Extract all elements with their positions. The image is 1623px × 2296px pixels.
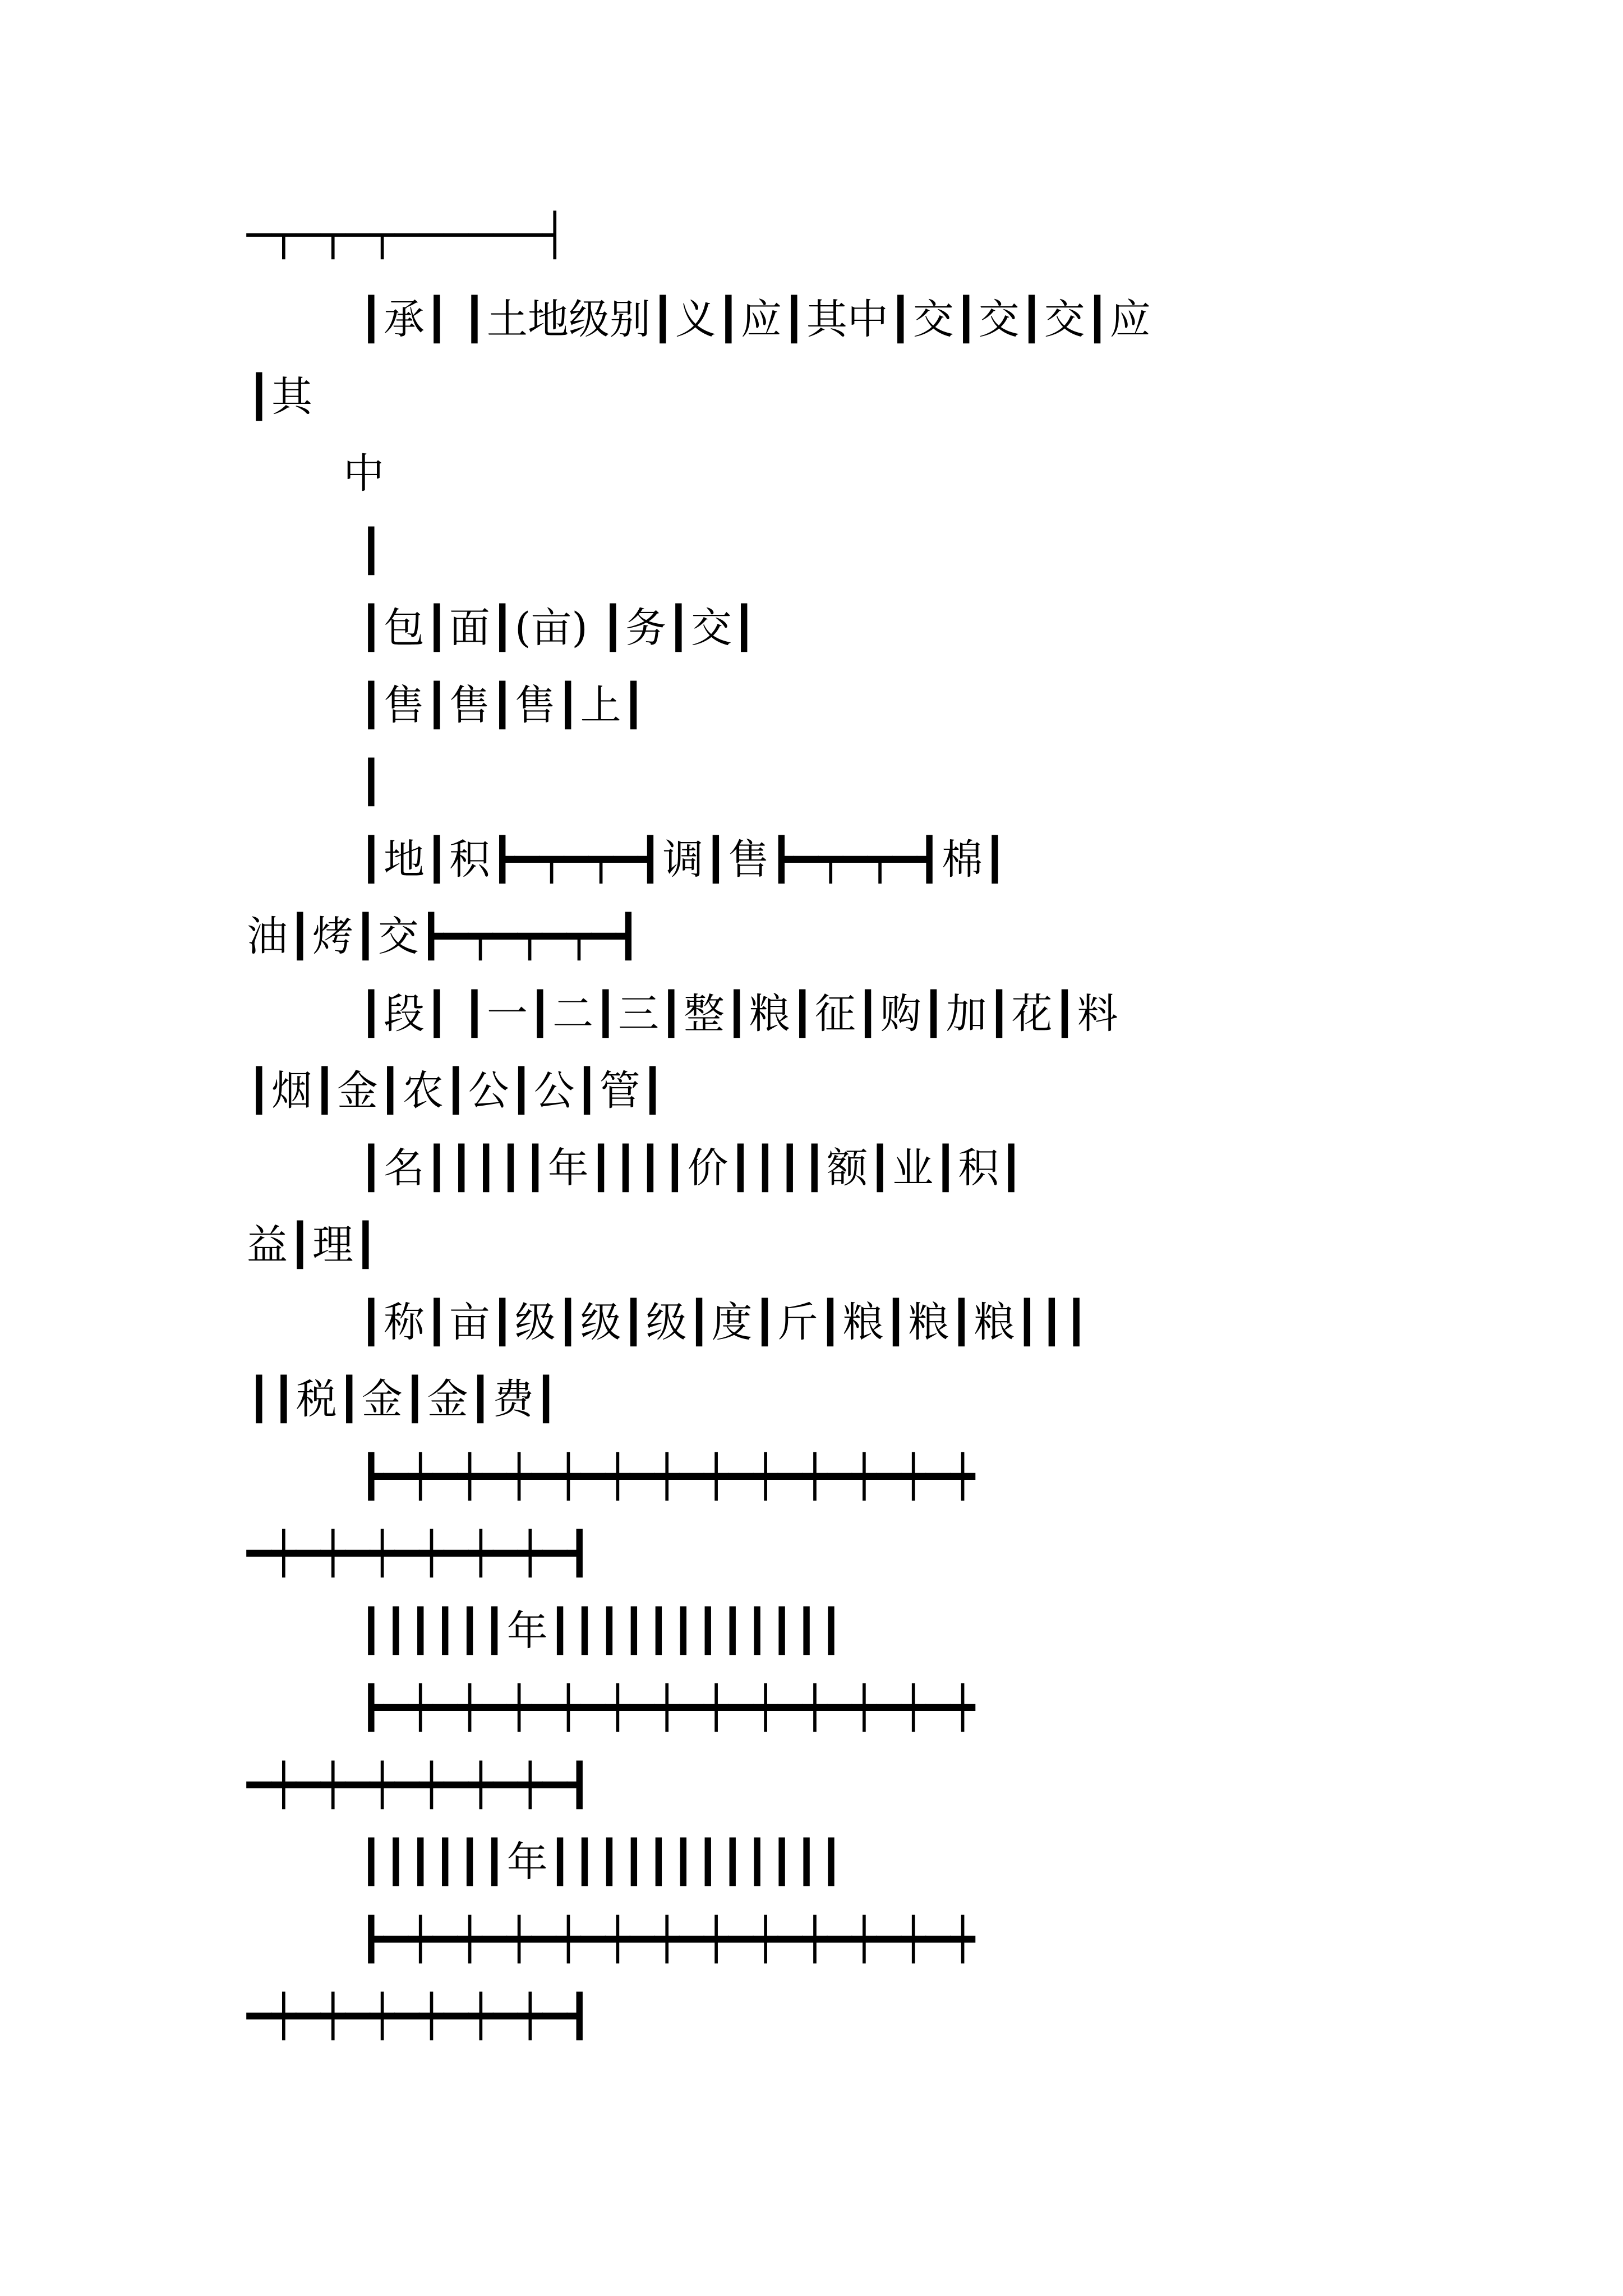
table-line-header-row-1-wrap: ┃其 [247,373,312,421]
table-line-separator-2: ┣━┿━┿━┿━┿━┿━┿━┿━┿━┿━┿━┿━┿ [359,1684,975,1732]
table-line-header-row-7-wrap: 油┃烤┃交┣━┯━┯━┯━┫ [247,913,641,960]
table-line-header-row-2: 中 [343,450,384,498]
table-line-header-row-8: ┃段┃ ┃一┃二┃三┃整┃粮┃征┃购┃加┃花┃料 [359,990,1118,1038]
table-line-header-row-1: ┃承┃ ┃土地级别┃义┃应┃其中┃交┃交┃交┃应 [359,296,1151,343]
table-line-separator-3: ┣━┿━┿━┿━┿━┿━┿━┿━┿━┿━┿━┿━┿ [359,1916,975,1963]
table-line-separator-3-wrap: ━┿━┿━┿━┿━┿━┿━┫ [247,1993,592,2040]
table-line-separator-2-wrap: ━┿━┿━┿━┿━┿━┿━┫ [247,1761,592,1809]
table-line-header-row-5: ┃售┃售┃售┃上┃ [359,682,646,729]
table-line-year-row-2: ┃┃┃┃┃┃年┃┃┃┃┃┃┃┃┃┃┃┃ [359,1838,844,1886]
table-line-header-row-3: ┃ [359,527,384,575]
table-line-header-row-4: ┃包┃面┃(亩) ┃务┃交┃ [359,604,757,652]
table-line-separator-1-wrap: ━┿━┿━┿━┿━┿━┿━┫ [247,1530,592,1577]
table-line-header-row-9-wrap: 益┃理┃ [247,1221,378,1269]
table-line-header-row-6: ┃ [359,758,384,806]
table-line-top-border: ─┬─┬─┬──────┤ [247,211,568,259]
table-line-header-row-7: ┃地┃积┣━┯━┯━┫调┃售┣━┯━┯━┫棉┃ [359,836,1008,884]
table-line-separator-1: ┣━┿━┿━┿━┿━┿━┿━┿━┿━┿━┿━┿━┿ [359,1453,975,1501]
table-line-header-row-8-wrap: ┃烟┃金┃农┃公┃公┃管┃ [247,1067,665,1115]
table-line-header-row-10-wrap: ┃┃税┃金┃金┃费┃ [247,1375,559,1423]
table-line-year-row-1: ┃┃┃┃┃┃年┃┃┃┃┃┃┃┃┃┃┃┃ [359,1607,844,1655]
table-line-header-row-9: ┃名┃┃┃┃┃年┃┃┃┃价┃┃┃┃额┃业┃积┃ [359,1144,1024,1192]
table-line-header-row-10: ┃称┃亩┃级┃级┃级┃度┃斤┃粮┃粮┃粮┃┃┃ [359,1299,1089,1346]
